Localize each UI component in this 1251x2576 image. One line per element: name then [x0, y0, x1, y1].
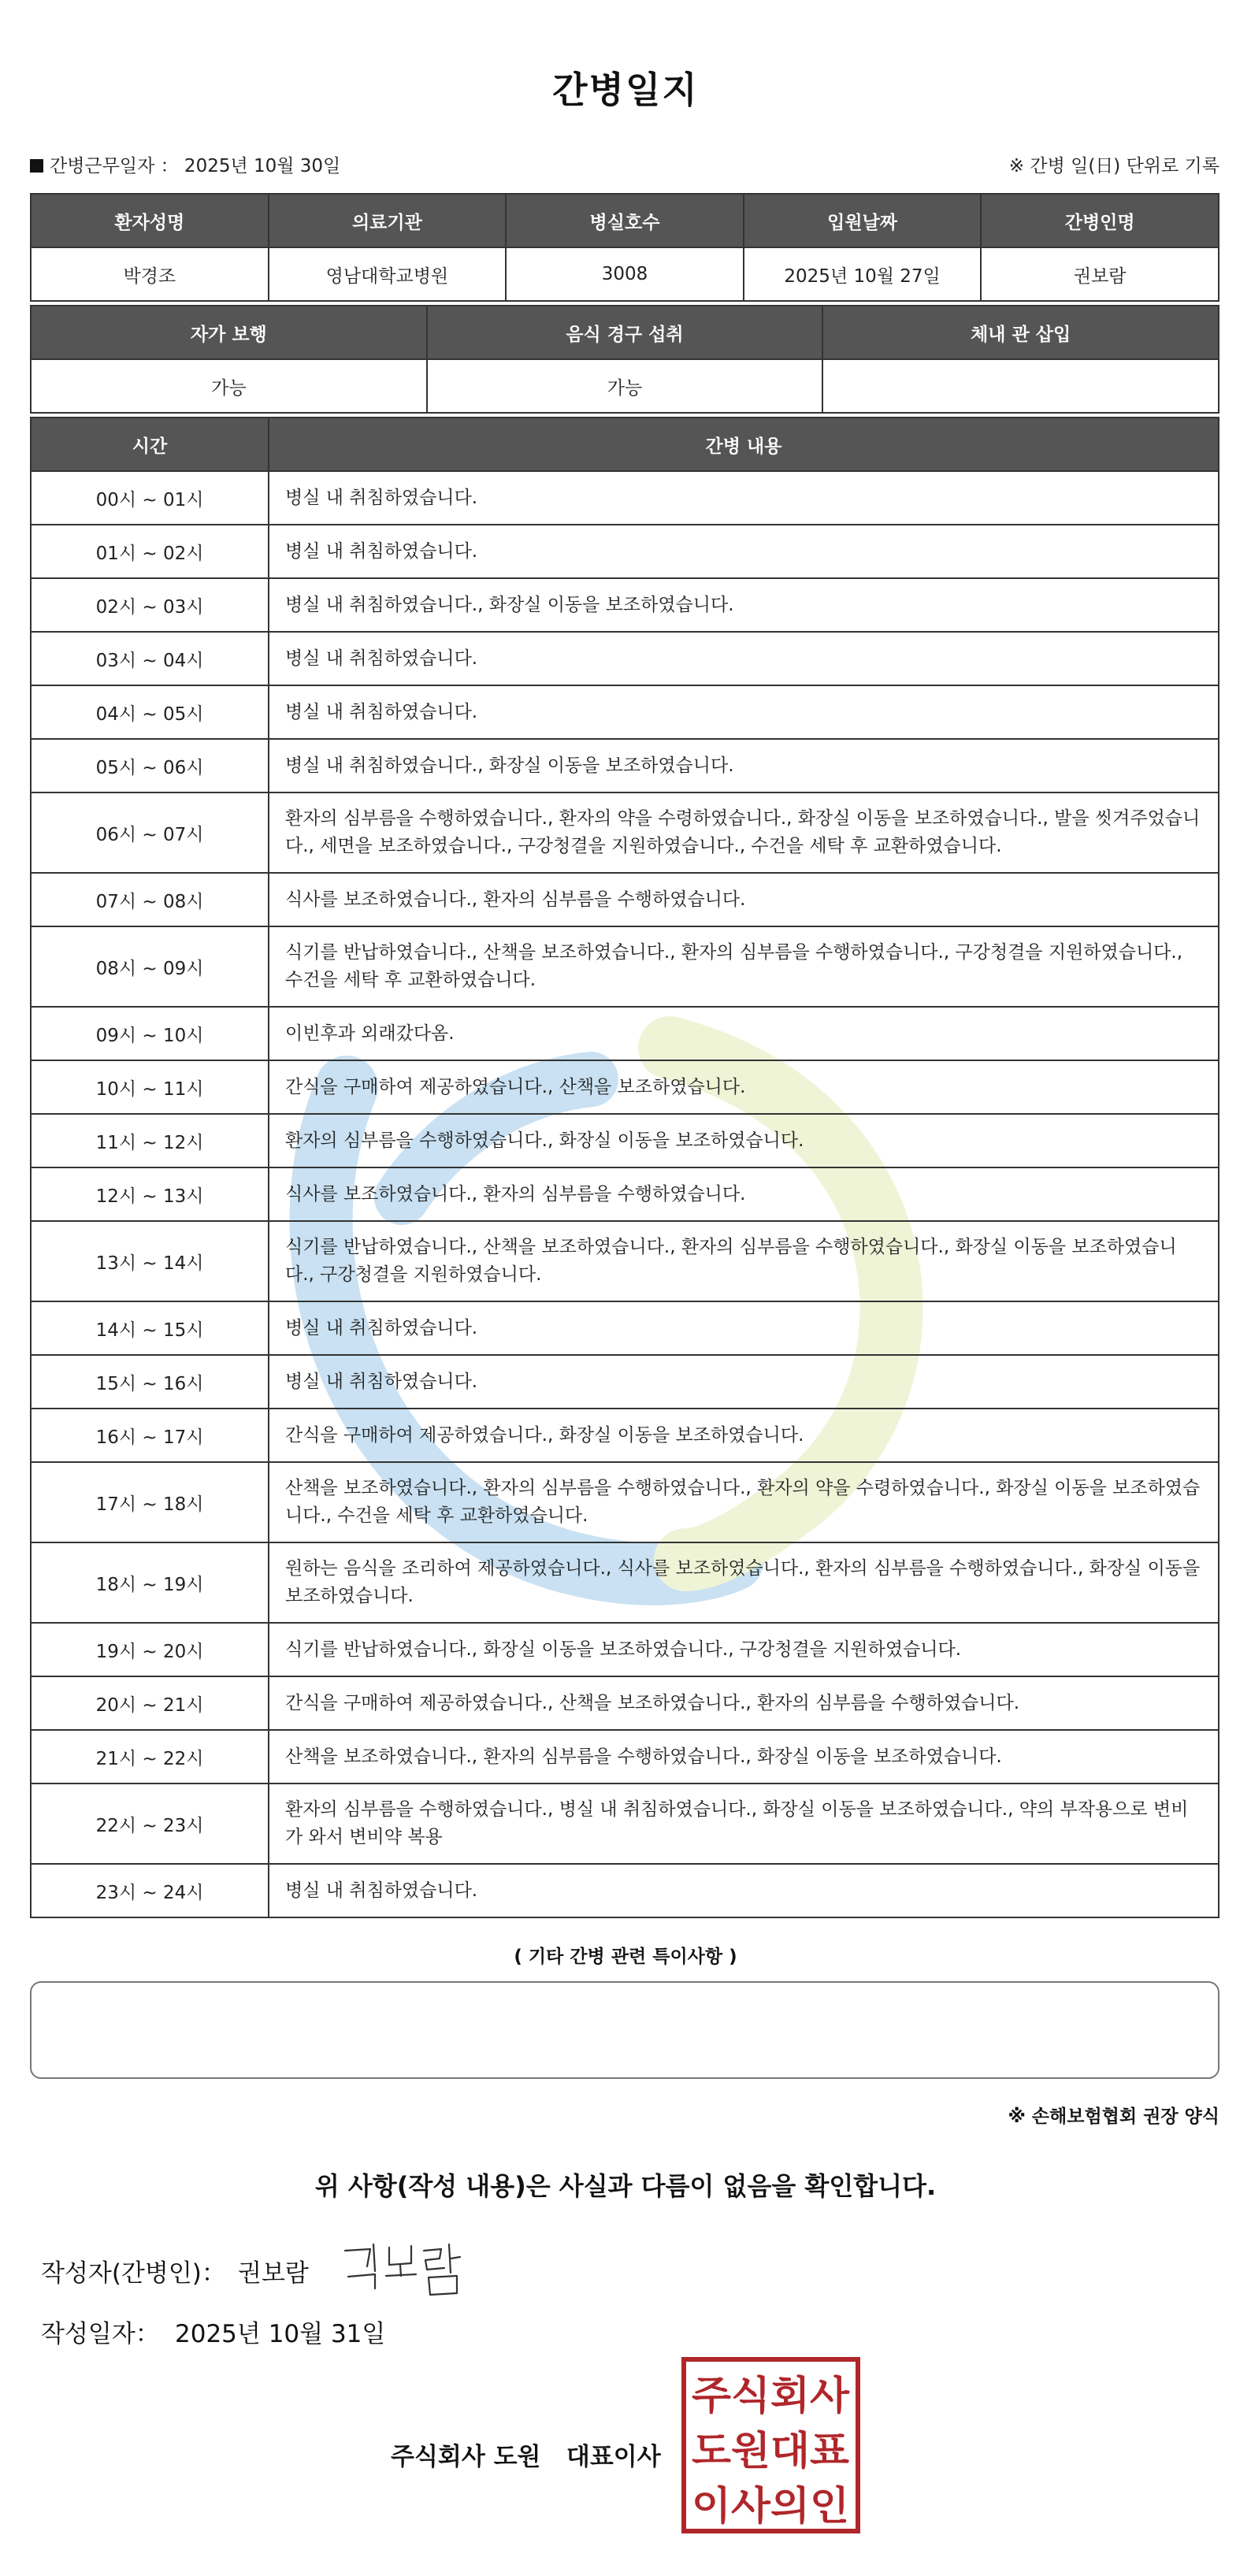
- table-row: [31, 1167, 1219, 1221]
- log-time: 02시 ~ 03시: [31, 578, 269, 632]
- log-content: 원하는 음식을 조리하여 제공하였습니다., 식사를 보조하였습니다., 환자의 심부름을 수행하였습니다., 화장실 이동을 보조하였습니다.: [269, 1542, 1219, 1623]
- patient-status-table: [30, 305, 1219, 414]
- confirmation-statement: 위 사항(작성 내용)은 사실과 다름이 없음을 확인합니다.: [314, 2171, 937, 2201]
- table-row: [31, 1864, 1219, 1917]
- table-row: [31, 926, 1219, 1007]
- log-time: 18시 ~ 19시: [31, 1542, 269, 1623]
- self-walking-value: 가능: [31, 359, 427, 413]
- log-time: 17시 ~ 18시: [31, 1462, 269, 1542]
- log-content: 식사를 보조하였습니다., 환자의 심부름을 수행하였습니다.: [269, 1167, 1219, 1221]
- recommendation-note: ※ 손해보험협회 권장 양식: [1008, 2106, 1219, 2127]
- table-row: [31, 1355, 1219, 1409]
- table-row: [31, 1462, 1219, 1542]
- log-time: 12시 ~ 13시: [31, 1167, 269, 1221]
- log-content: 간식을 구매하여 제공하였습니다., 산책을 보조하였습니다.: [269, 1060, 1219, 1114]
- log-content: 병실 내 취침하였습니다.: [269, 1864, 1219, 1917]
- log-content: 병실 내 취침하였습니다.: [269, 1355, 1219, 1409]
- log-content: 산책을 보조하였습니다., 환자의 심부름을 수행하였습니다., 환자의 약을 수령하였습니다., 화장실 이동을 보조하였습니다., 수건을 세탁 후 교환하였습니다.: [269, 1462, 1219, 1542]
- table-row: [31, 1060, 1219, 1114]
- log-content: 환자의 심부름을 수행하였습니다., 환자의 약을 수령하였습니다., 화장실 이동을 보조하였습니다., 발을 씻겨주었습니다., 세면을 보조하였습니다., 구강청결을 지원하였습니다., 수건을 세탁 후 교환하였습니다.: [269, 792, 1219, 873]
- log-time: 21시 ~ 22시: [31, 1730, 269, 1784]
- table-row: [31, 578, 1219, 632]
- log-time: 19시 ~ 20시: [31, 1623, 269, 1676]
- log-content: 식사를 보조하였습니다., 환자의 심부름을 수행하였습니다.: [269, 873, 1219, 926]
- header-self-walking: 자가 보행: [31, 306, 427, 359]
- written-date-value: 2025년 10월 31일: [175, 2320, 386, 2348]
- header-patient-name: 환자성명: [31, 194, 269, 247]
- header-oral-intake: 음식 경구 섭취: [427, 306, 823, 359]
- header-hospital: 의료기관: [269, 194, 507, 247]
- table-row: [31, 873, 1219, 926]
- log-content: 병실 내 취침하였습니다.: [269, 471, 1219, 525]
- table-row: [31, 1676, 1219, 1730]
- log-content: 병실 내 취침하였습니다., 화장실 이동을 보조하였습니다.: [269, 739, 1219, 792]
- company-name: 주식회사 도원: [391, 2443, 541, 2471]
- seal-line-2: 도원대표: [692, 2428, 850, 2474]
- log-content: 산책을 보조하였습니다., 환자의 심부름을 수행하였습니다., 화장실 이동을 보조하였습니다.: [269, 1730, 1219, 1784]
- header-care-content: 간병 내용: [269, 418, 1219, 471]
- handwritten-signature: [339, 2233, 473, 2304]
- log-time: 10시 ~ 11시: [31, 1060, 269, 1114]
- header-room: 병실호수: [506, 194, 744, 247]
- table-row: [31, 632, 1219, 685]
- log-content: 식기를 반납하였습니다., 산책을 보조하였습니다., 환자의 심부름을 수행하였습니다., 화장실 이동을 보조하였습니다., 구강청결을 지원하였습니다.: [269, 1221, 1219, 1301]
- header-tube-insertion: 체내 관 삽입: [822, 306, 1219, 359]
- hospital-name: 영남대학교병원: [269, 247, 507, 301]
- log-time: 05시 ~ 06시: [31, 739, 269, 792]
- patient-name: 박경조: [31, 247, 269, 301]
- log-content: 이빈후과 외래갔다옴.: [269, 1007, 1219, 1060]
- log-content: 병실 내 취침하였습니다.: [269, 525, 1219, 578]
- log-content: 식기를 반납하였습니다., 화장실 이동을 보조하였습니다., 구강청결을 지원하였습니다.: [269, 1623, 1219, 1676]
- log-time: 00시 ~ 01시: [31, 471, 269, 525]
- log-time: 14시 ~ 15시: [31, 1301, 269, 1355]
- table-row: [31, 1784, 1219, 1864]
- log-content: 환자의 심부름을 수행하였습니다., 화장실 이동을 보조하였습니다.: [269, 1114, 1219, 1167]
- table-row: [31, 1409, 1219, 1462]
- log-content: 병실 내 취침하였습니다., 화장실 이동을 보조하였습니다.: [269, 578, 1219, 632]
- log-time: 13시 ~ 14시: [31, 1221, 269, 1301]
- log-time: 23시 ~ 24시: [31, 1864, 269, 1917]
- log-content: 간식을 구매하여 제공하였습니다., 화장실 이동을 보조하였습니다.: [269, 1409, 1219, 1462]
- header-admission-date: 입원날짜: [744, 194, 982, 247]
- log-time: 08시 ~ 09시: [31, 926, 269, 1007]
- room-number: 3008: [506, 247, 744, 301]
- representative-title: 대표이사: [566, 2443, 661, 2471]
- table-row: [31, 1730, 1219, 1784]
- writer-line: [41, 2253, 309, 2288]
- log-time: 07시 ~ 08시: [31, 873, 269, 926]
- work-date-text: 간병근무일자 ： 2025년 10월 30일: [50, 156, 341, 176]
- table-row: [31, 1114, 1219, 1167]
- log-content: 병실 내 취침하였습니다.: [269, 685, 1219, 739]
- page-title: 간병일지: [552, 69, 699, 111]
- seal-line-1: 주식회사: [692, 2373, 850, 2418]
- table-row: [31, 685, 1219, 739]
- header-time: 시간: [31, 418, 269, 471]
- log-time: 16시 ~ 17시: [31, 1409, 269, 1462]
- company-signoff: [391, 2437, 661, 2472]
- log-time: 20시 ~ 21시: [31, 1676, 269, 1730]
- table-row: [31, 1301, 1219, 1355]
- log-time: 22시 ~ 23시: [31, 1784, 269, 1864]
- care-log-table: [30, 417, 1219, 1918]
- log-time: 09시 ~ 10시: [31, 1007, 269, 1060]
- table-row: [31, 1542, 1219, 1623]
- seal-line-3: 이사의인: [692, 2483, 849, 2529]
- written-date-label: 작성일자：: [41, 2320, 160, 2348]
- header-caregiver: 간병인명: [981, 194, 1219, 247]
- log-time: 03시 ~ 04시: [31, 632, 269, 685]
- table-row: [31, 1221, 1219, 1301]
- table-row: [31, 1623, 1219, 1676]
- writer-label: 작성자(간병인)：: [41, 2259, 226, 2288]
- writer-name: 권보람: [238, 2259, 309, 2288]
- table-row: [31, 792, 1219, 873]
- log-time: 11시 ~ 12시: [31, 1114, 269, 1167]
- log-content: 병실 내 취침하였습니다.: [269, 632, 1219, 685]
- log-time: 04시 ~ 05시: [31, 685, 269, 739]
- log-content: 간식을 구매하여 제공하였습니다., 산책을 보조하였습니다., 환자의 심부름을 수행하였습니다.: [269, 1676, 1219, 1730]
- table-row: [31, 1007, 1219, 1060]
- log-time: 01시 ~ 02시: [31, 525, 269, 578]
- company-seal: [681, 2357, 860, 2533]
- table-row: [31, 525, 1219, 578]
- log-content: 병실 내 취침하였습니다.: [269, 1301, 1219, 1355]
- special-notes-box: [30, 1981, 1219, 2079]
- work-date: [30, 151, 340, 177]
- log-content: 식기를 반납하였습니다., 산책을 보조하였습니다., 환자의 심부름을 수행하였습니다., 구강청결을 지원하였습니다., 수건을 세탁 후 교환하였습니다.: [269, 926, 1219, 1007]
- table-row: [31, 471, 1219, 525]
- written-date-line: [41, 2314, 385, 2349]
- patient-info-table: [30, 193, 1219, 302]
- oral-intake-value: 가능: [427, 359, 823, 413]
- square-bullet-icon: [30, 159, 43, 173]
- admission-date: 2025년 10월 27일: [744, 247, 982, 301]
- log-content: 환자의 심부름을 수행하였습니다., 병실 내 취침하였습니다., 화장실 이동을 보조하였습니다., 약의 부작용으로 변비가 와서 변비약 복용: [269, 1784, 1219, 1864]
- notes-title: ( 기타 간병 관련 특이사항 ): [514, 1947, 737, 1967]
- table-row: [31, 739, 1219, 792]
- caregiver-name: 권보람: [981, 247, 1219, 301]
- tube-insertion-value: [822, 359, 1219, 413]
- record-note: ※ 간병 일(日) 단위로 기록: [1008, 156, 1219, 176]
- log-time: 15시 ~ 16시: [31, 1355, 269, 1409]
- log-time: 06시 ~ 07시: [31, 792, 269, 873]
